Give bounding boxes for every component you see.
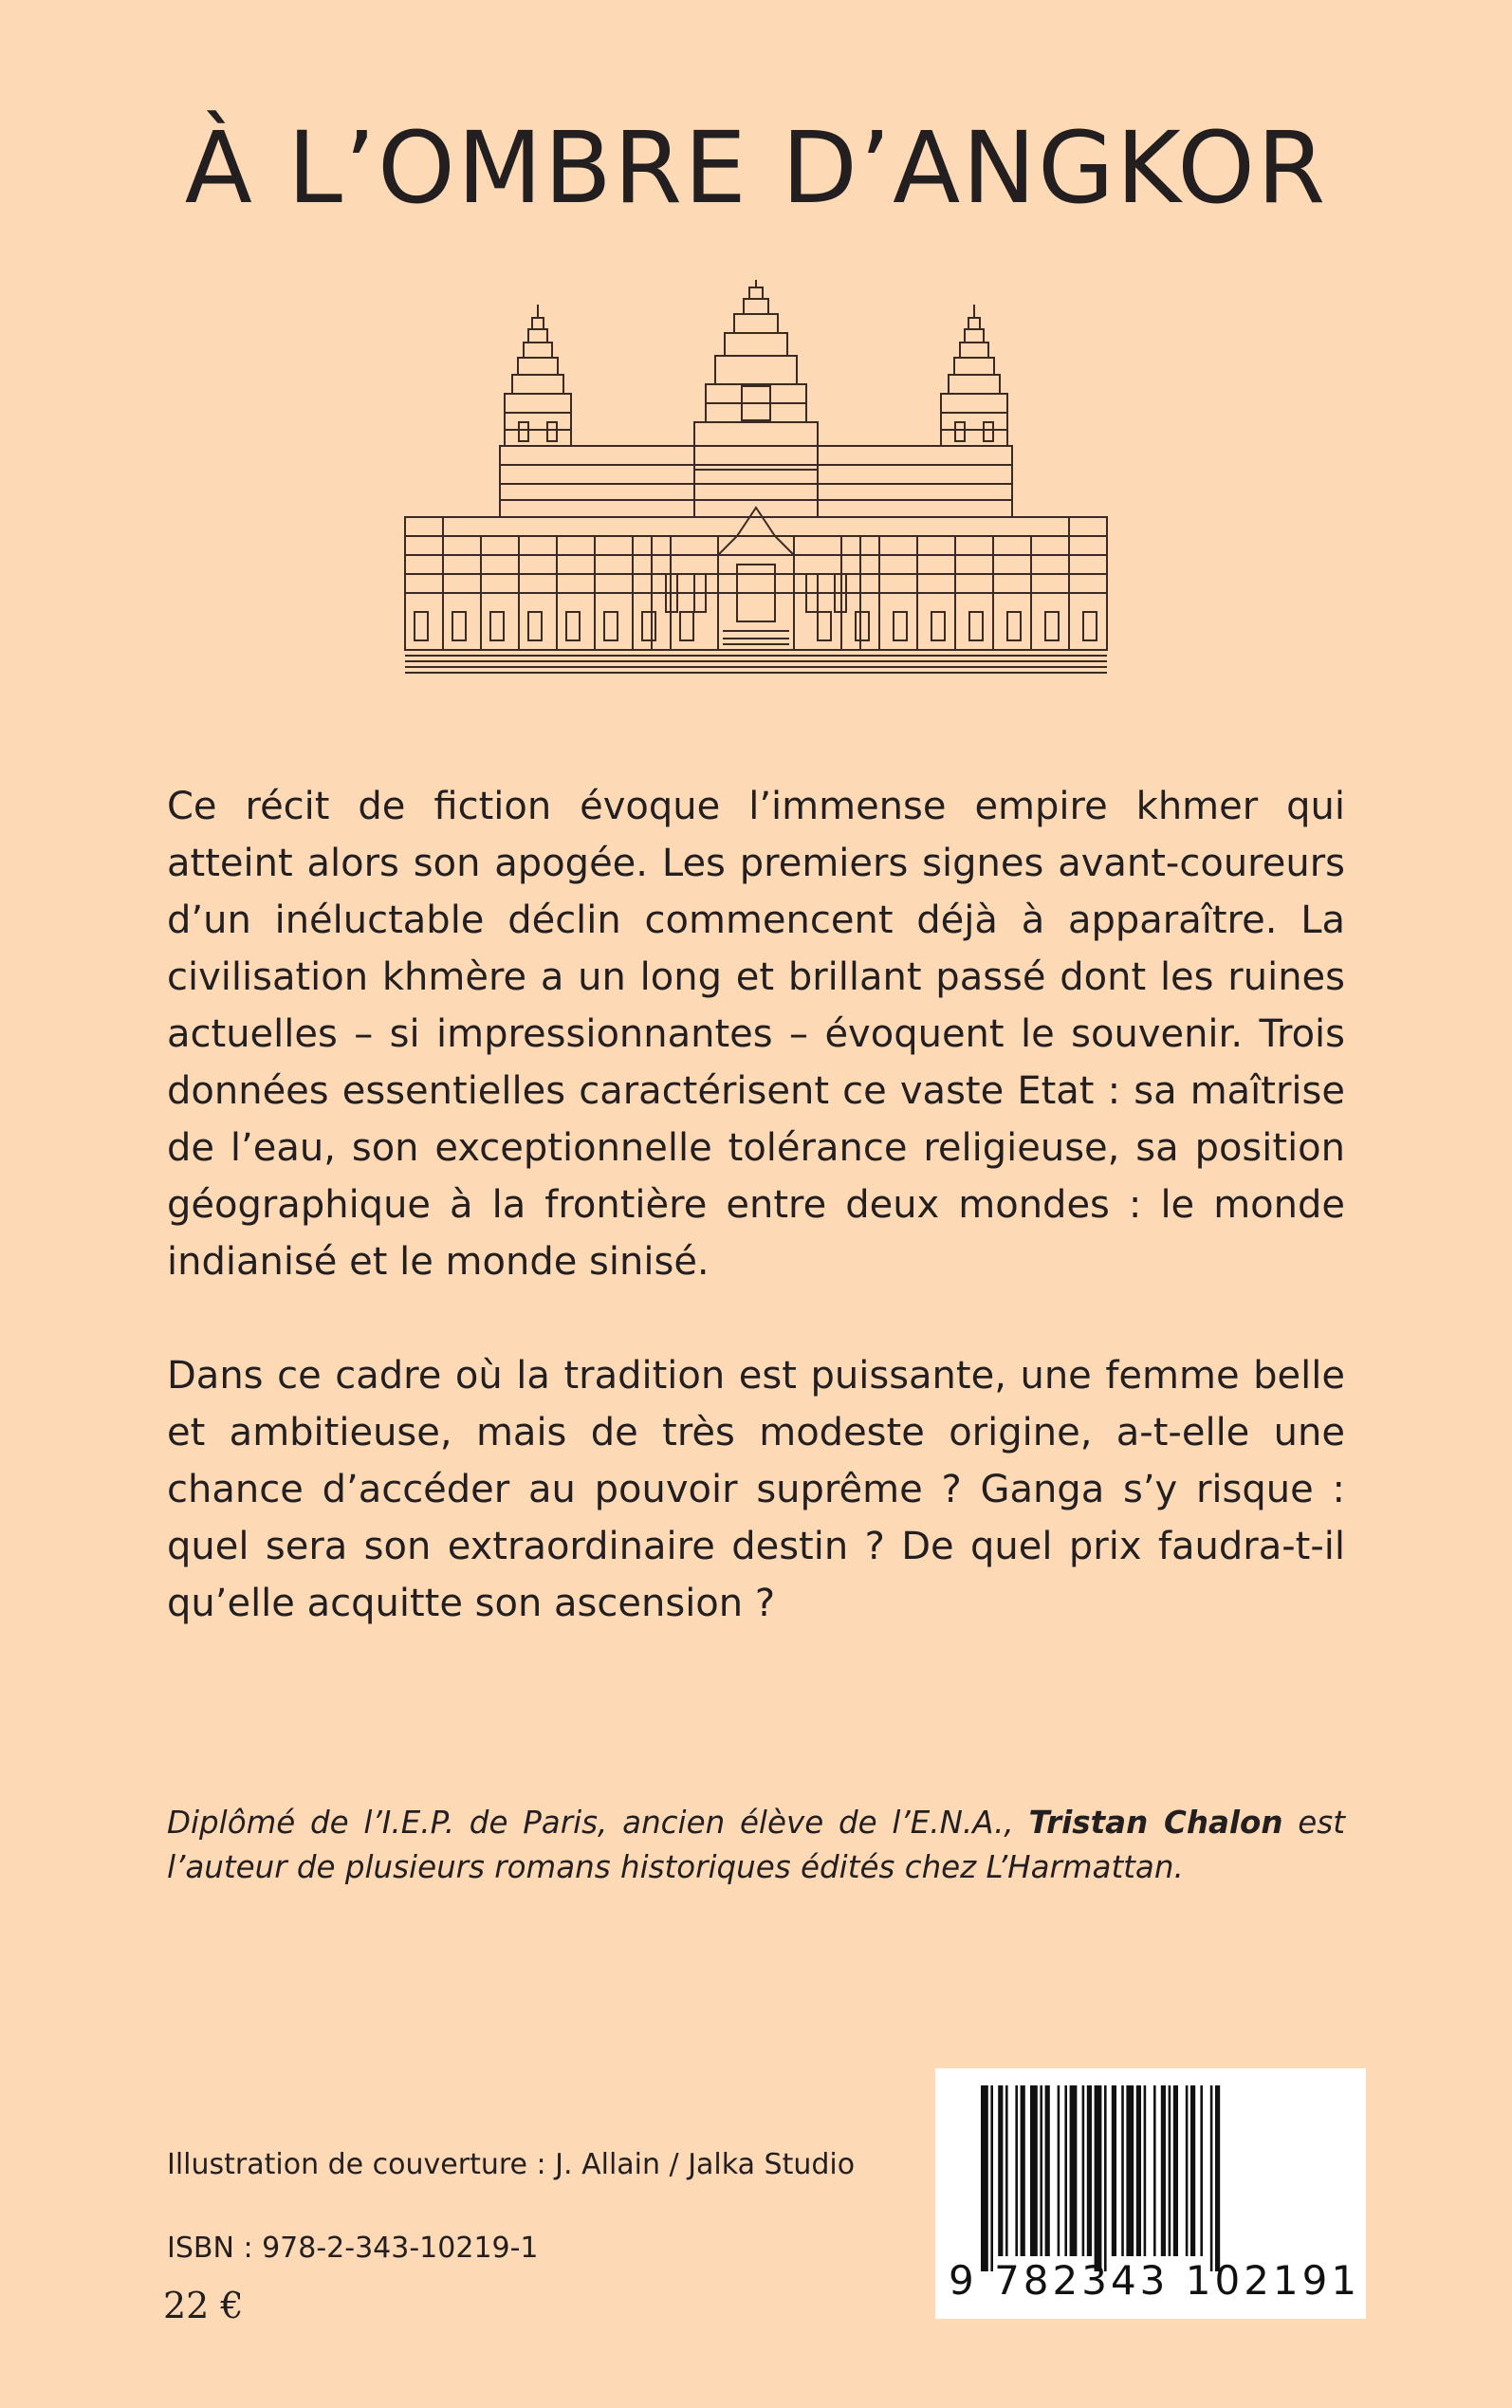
- barcode-bar: [1144, 2085, 1147, 2256]
- bio-text-after: est l’auteur de plusieurs romans historiques édités chez L’Harmattan.: [167, 1805, 1345, 1885]
- barcode-bar: [1005, 2085, 1008, 2256]
- barcode-bar: [1153, 2085, 1156, 2256]
- illustration-credit: Illustration de couverture : J. Allain / Jalka Studio: [167, 2148, 856, 2181]
- barcode-bar: [1030, 2085, 1038, 2256]
- barcode-bar: [990, 2085, 993, 2271]
- barcode-bar: [1126, 2085, 1134, 2256]
- barcode-bar: [1015, 2085, 1018, 2256]
- bio-text-before: Diplômé de l’I.E.P. de Paris, ancien élève de l’E.N.A.,: [167, 1805, 1029, 1841]
- barcode-bar: [1173, 2085, 1178, 2256]
- barcode-bar: [1040, 2085, 1042, 2256]
- author-name: Tristan Chalon: [1028, 1805, 1283, 1841]
- barcode-bar: [981, 2085, 988, 2271]
- barcode-bar: [1064, 2085, 1067, 2256]
- barcode-bar: [1136, 2085, 1141, 2256]
- barcode-bar: [1045, 2085, 1050, 2256]
- barcode-bar: [1169, 2085, 1171, 2256]
- barcode-bar: [1161, 2085, 1166, 2256]
- author-bio: [167, 1801, 1345, 1890]
- angkor-temple-illustration: [400, 280, 1112, 678]
- barcode-bar: [1087, 2085, 1092, 2256]
- summary-paragraph: Ce récit de fiction évoque l’immense empire khmer qui atteint alors son apogée. Les premiers signes avant-coureurs d’un inéluctable déclin commencent déjà à apparaître. La civilisation khmère a un long et brillant passé dont les ruines actuelles – si impressionnantes – évoquent le souvenir. Trois données essentielles caractérisent ce vaste Etat : sa maîtrise de l’eau, son exceptionnelle tolérance religieuse, sa position géographique à la frontière entre deux mondes : le monde indianisé et le monde sinisé.: [167, 785, 1345, 1284]
- barcode-bar: [1186, 2085, 1189, 2256]
- barcode-bar: [1070, 2085, 1078, 2256]
- barcode-bar: [1112, 2085, 1116, 2256]
- price-label: 22 €: [163, 2285, 244, 2326]
- barcode-bar: [1021, 2085, 1025, 2256]
- barcode-bar: [1215, 2085, 1220, 2271]
- barcode-bar: [1082, 2085, 1085, 2256]
- isbn-label: ISBN : 978-2-343-10219-1: [167, 2232, 539, 2265]
- barcode-bar: [1190, 2085, 1195, 2256]
- barcode: [935, 2068, 1366, 2319]
- book-summary: [167, 778, 1345, 1689]
- barcode-bar: [998, 2085, 1003, 2256]
- barcode-bar: [1095, 2085, 1102, 2271]
- barcode-bar: [1210, 2085, 1213, 2271]
- barcode-bar: [1104, 2085, 1107, 2271]
- barcode-bar: [1121, 2085, 1124, 2256]
- book-title: À L’OMBRE D’ANGKOR: [184, 110, 1328, 226]
- summary-paragraph: Dans ce cadre où la tradition est puissante, une femme belle et ambitieuse, mais de très modeste origine, a-t-elle une chance d’accéder au pouvoir suprême ? Ganga s’y risque : quel sera son extraordinaire destin ? De quel prix faudra-t-il qu’elle acquitte son ascension ?: [167, 1354, 1345, 1625]
- barcode-digits: 9 782343 102191: [949, 2257, 1361, 2304]
- barcode-bar: [1058, 2085, 1060, 2256]
- barcode-bar: [1200, 2085, 1203, 2256]
